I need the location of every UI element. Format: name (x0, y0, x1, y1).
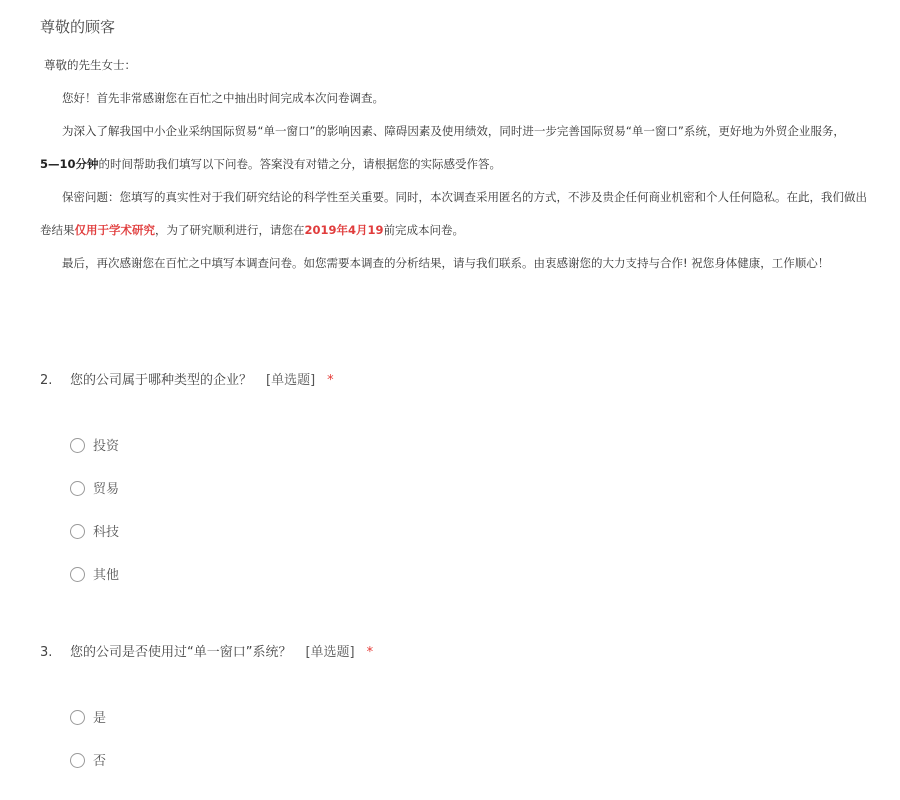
question-text: 您的公司属于哪种类型的企业？ (70, 373, 253, 388)
option-trade[interactable] (70, 480, 119, 500)
question-type: [单选题] (266, 373, 316, 388)
intro-paragraph-5-b: ，为了研究顺利进行，请您在 (155, 223, 305, 237)
option-label: 贸易 (93, 482, 120, 497)
intro-section (40, 58, 900, 289)
option-no[interactable] (70, 752, 106, 772)
option-label: 投资 (93, 439, 120, 454)
intro-greeting: 尊敬的先生女士： (44, 58, 136, 72)
question-text: 您的公司是否使用过“单一窗口”系统？ (70, 645, 292, 660)
required-star: * (366, 645, 374, 660)
question-3 (40, 641, 373, 660)
intro-paragraph-3-text: 的时间帮助我们填写以下问卷。答案没有对错之分，请根据您的实际感受作答。 (98, 157, 502, 171)
intro-paragraph-6: 最后，再次感谢您在百忙之中填写本调查问卷。如您需要本调查的分析结果，请与我们联系。由衷感谢您的大力支持与合作! 祝您身体健康，工作顺心！ (62, 256, 830, 270)
question-2 (40, 369, 334, 388)
option-label: 否 (93, 754, 107, 769)
option-label: 其他 (93, 568, 120, 583)
question-type: [单选题] (305, 645, 355, 660)
radio-button[interactable] (70, 753, 85, 768)
page-title: 尊敬的顾客 (40, 18, 116, 36)
radio-button[interactable] (70, 567, 85, 582)
option-investment[interactable] (70, 437, 119, 457)
option-label: 是 (93, 711, 107, 726)
intro-paragraph-4: 保密问题：您填写的真实性对于我们研究结论的科学性至关重要。同时，本次调查采用匿名的方式，不涉及贵企任何商业机密和个人任何隐私。在此，我们做出 (62, 190, 867, 204)
deadline-date-text: 2019年4月19 (304, 223, 384, 237)
option-label: 科技 (93, 525, 120, 540)
intro-paragraph-3 (40, 157, 900, 190)
option-yes[interactable] (70, 709, 106, 729)
intro-paragraph-2: 为深入了解我国中小企业采纳国际贸易“单一窗口”的影响因素、障碍因素及使用绩效，同时进一步完善国际贸易“单一窗口”系统，更好地为外贸企业服务， (62, 124, 845, 138)
intro-paragraph-1: 您好！首先非常感谢您在百忙之中抽出时间完成本次问卷调查。 (62, 91, 384, 105)
intro-paragraph-5-c: 前完成本问卷。 (383, 223, 465, 237)
radio-button[interactable] (70, 481, 85, 496)
question-number: 3. (40, 645, 53, 660)
radio-button[interactable] (70, 524, 85, 539)
required-star: * (327, 373, 334, 388)
academic-only-text: 仅用于学术研究 (74, 223, 155, 237)
question-number: 2. (40, 373, 53, 388)
option-technology[interactable] (70, 523, 119, 543)
radio-button[interactable] (70, 710, 85, 725)
option-other[interactable] (70, 566, 119, 586)
intro-paragraph-5-a: 卷结果 (40, 223, 75, 237)
time-estimate-text: 5—10分钟 (40, 157, 99, 171)
intro-paragraph-5 (40, 223, 900, 256)
radio-button[interactable] (70, 438, 85, 453)
